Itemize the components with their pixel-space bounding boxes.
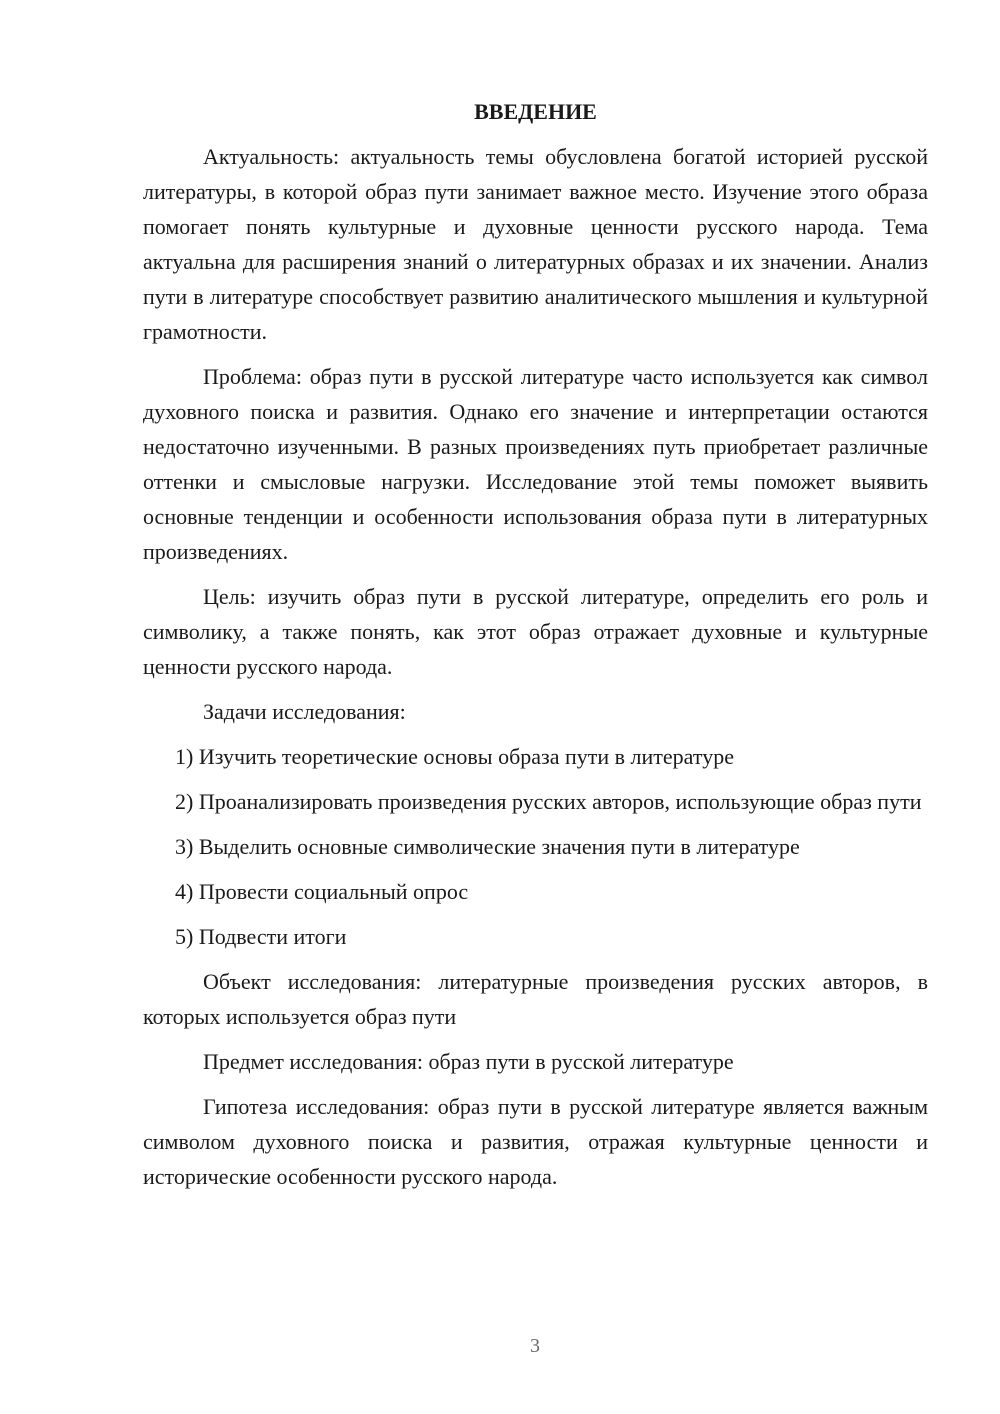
paragraph-relevance: Актуальность: актуальность темы обусловлена богатой историей русской литературы, в которой образ пути занимает важное место. Изучение этого образа помогает понять культурные и духовные ценности русского народа. Тема актуальна для расширения знаний о литературных образах и их значении. Анализ пути в литературе способствует развитию аналитического мышления и культурной грамотности.	[143, 144, 928, 344]
task-item: 1) Изучить теоретические основы образа пути в литературе	[175, 744, 734, 769]
task-item: 4) Провести социальный опрос	[175, 879, 469, 904]
paragraph-hypothesis: Гипотеза исследования: образ пути в русской литературе является важным символом духовного поиска и развития, отражая культурные ценности и исторические особенности русского народа.	[143, 1094, 928, 1189]
task-item: 3) Выделить основные символические значения пути в литературе	[175, 834, 800, 859]
paragraph-subject: Предмет исследования: образ пути в русской литературе	[203, 1049, 734, 1074]
page-content	[143, 94, 928, 1204]
paragraph-problem: Проблема: образ пути в русской литературе часто используется как символ духовного поиска и развития. Однако его значение и интерпретации остаются недостаточно изученными. В разных произведениях путь приобретает различные оттенки и смысловые нагрузки. Исследование этой темы поможет выявить основные тенденции и особенности использования образа пути в литературных произведениях.	[143, 364, 928, 564]
paragraph-object: Объект исследования: литературные произведения русских авторов, в которых используется образ пути	[143, 969, 928, 1029]
page-number: 3	[530, 1335, 540, 1357]
task-item: 5) Подвести итоги	[175, 924, 347, 949]
paragraph-tasks-title: Задачи исследования:	[203, 699, 406, 724]
task-item: 2) Проанализировать произведения русских авторов, использующие образ пути	[175, 789, 922, 814]
paragraph-goal: Цель: изучить образ пути в русской литературе, определить его роль и символику, а также понять, как этот образ отражает духовные и культурные ценности русского народа.	[143, 584, 928, 679]
section-heading: ВВЕДЕНИЕ	[474, 99, 597, 124]
